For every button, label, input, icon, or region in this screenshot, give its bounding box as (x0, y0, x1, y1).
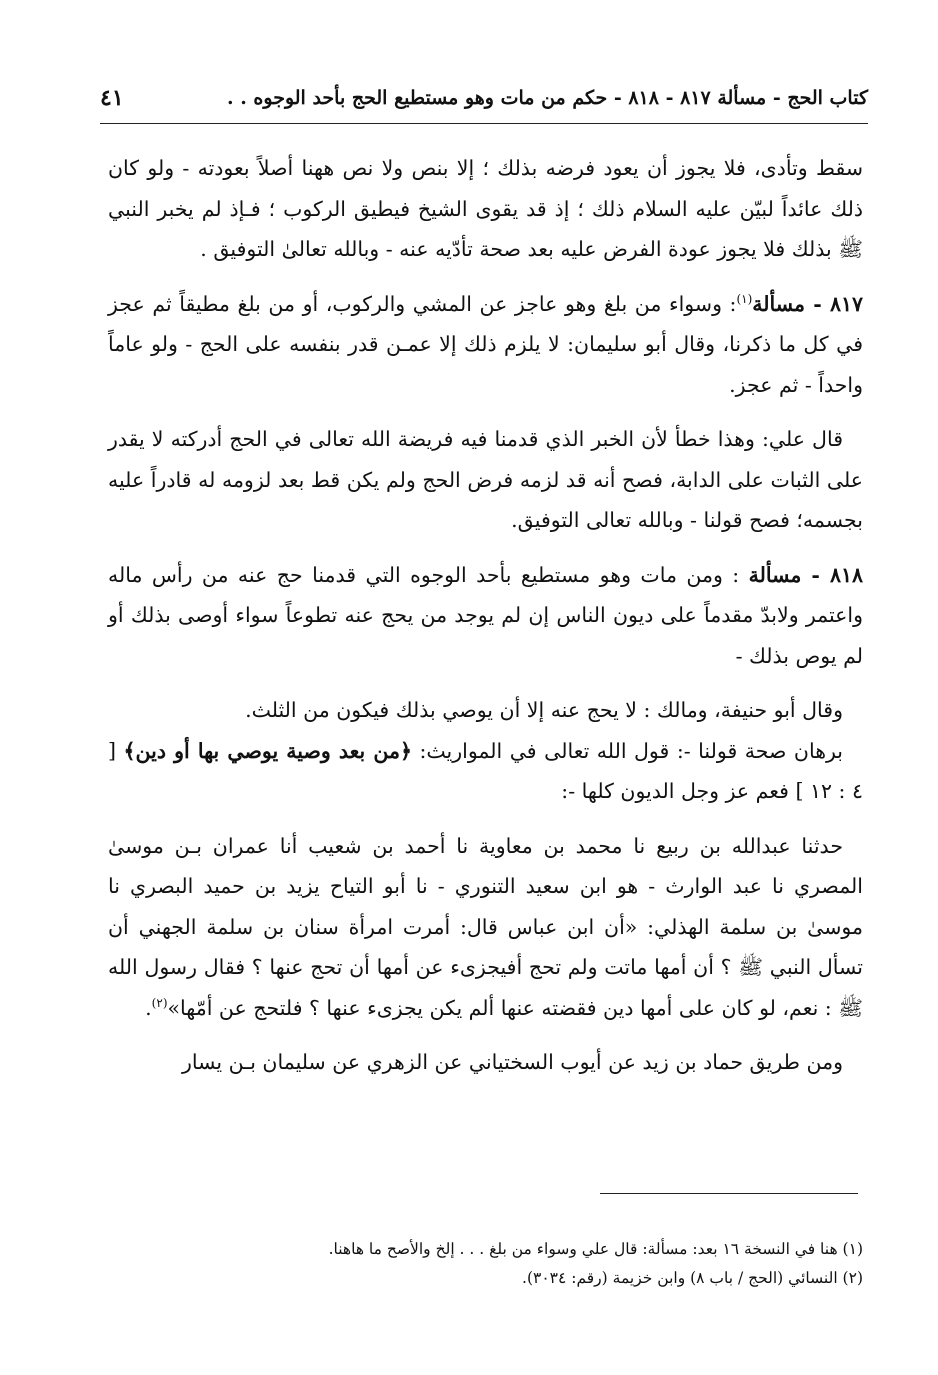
paragraph-proof (108, 731, 863, 812)
paragraph-text: : وسواء من بلغ وهو عاجز عن المشي والركوب، أو من بلغ مطيقاً ثم عجز في كل ما ذكرنا، وقال أبو سليمان: لا يلزم ذلك إلا عمـن قدر بنفسه على الحج - ولو عاماً واحداً - ثم عجز. (108, 291, 863, 397)
footnote-divider (600, 1193, 858, 1194)
paragraph-hadith (108, 826, 863, 1029)
paragraph-text: : ومن مات وهو مستطيع بأحد الوجوه التي قدمنا حج عنه من رأس ماله واعتمر ولابدّ مقدماً على ديون الناس إن لم يوجد من يحج عنه تطوعاً سواء أوصى بذلك أو لم يوص بذلك - (108, 562, 863, 668)
paragraph-text: وقال أبو حنيفة، ومالك : لا يحج عنه إلا أن يوصي بذلك فيكون من الثلث. (245, 698, 843, 722)
footnote-2: (٢) النسائي (الحج / باب ٨) وابن خزيمة (رقم: ٣٠٣٤). (522, 1269, 863, 1287)
paragraph-text: ومن طريق حماد بن زيد عن أيوب السختياني عن الزهري عن سليمان بـن يسار (181, 1050, 843, 1074)
paragraph-text: قال علي: وهذا خطأ لأن الخبر الذي قدمنا فيه فريضة الله تعالى في الحج أدركته لا يقدر على الثبات على الدابة، فصح أنه قد لزمه فرض الحج ولم يكن قط بعد لزومه له قادراً عليه بجسمه؛ فصح قولنا - وبالله تعالى التوفيق. (108, 427, 863, 532)
footnote-ref-2: (٢) (151, 995, 168, 1010)
paragraph-text: حدثنا عبدالله بن ربيع نا محمد بن معاوية نا أحمد بن شعيب أنا عمران بـن موسىٰ المصري نا عبد الوارث - هو ابن سعيد التنوري - نا أبو التياح يزيد بن حميد البصري نا موسىٰ بن سلمة الهذلي: «أن ابن عباس قال: أمرت امرأة سنان بن سلمة الجهني أن تسأل النبي ﷺ ؟ أن أمها ماتت ولم تحج أفيجزىء عن أمها أن تحج عنها ؟ فقال رسول الله ﷺ : نعم، لو كان على أمها دين فقضته عنها ألم يكن يجزىء عنها ؟ فلتحج عن أمّها» (108, 833, 863, 1020)
paragraph-continuation (108, 148, 863, 270)
footnote-ref-1: (١) (736, 291, 753, 306)
paragraph-ali-response (108, 419, 863, 541)
running-title: كتاب الحج - مسألة ٨١٧ - ٨١٨ - حكم من مات وهو مستطيع الحج بأحد الوجوه . . (226, 87, 868, 109)
page-header (100, 78, 868, 118)
quran-quote: ﴿من بعد وصية يوصي بها أو دين﴾ (123, 738, 412, 763)
paragraph-text: [ ٤ : ١٢ ] فعم عز وجل الديون كلها -: (108, 738, 863, 803)
page-number: ٤١ (100, 85, 124, 111)
paragraph-abu-hanifa (108, 690, 863, 731)
header-divider (100, 123, 868, 124)
issue-label-817: ٨١٧ - مسألة (752, 291, 863, 316)
paragraph-issue-818 (108, 555, 863, 677)
footnotes (108, 1235, 863, 1293)
paragraph-end: . (145, 995, 152, 1020)
paragraph-chain (108, 1042, 863, 1083)
paragraph-issue-817 (108, 284, 863, 406)
issue-label-818: ٨١٨ - مسألة (748, 562, 863, 587)
paragraph-text: سقط وتأدى، فلا يجوز أن يعود فرضه بذلك ؛ إلا بنص ولا نص ههنا أصلاً بعودته - ولو كان ذلك عائداً لبيّن عليه السلام ذلك ؛ إذ قد يقوى الشيخ فيطيق الركوب ؛ فـإذ لم يخبر النبي ﷺ بذلك فلا يجوز عودة الفرض عليه بعد صحة تأدّيه عنه - وبالله تعالىٰ التوفيق . (108, 156, 863, 261)
main-text (108, 148, 863, 1097)
paragraph-text: برهان صحة قولنا -: قول الله تعالى في المواريث: (411, 738, 844, 763)
footnote-1: (١) هنا في النسخة ١٦ بعد: مسألة: قال علي وسواء من بلغ . . . إلخ والأصح ما هاهنا. (328, 1240, 863, 1258)
